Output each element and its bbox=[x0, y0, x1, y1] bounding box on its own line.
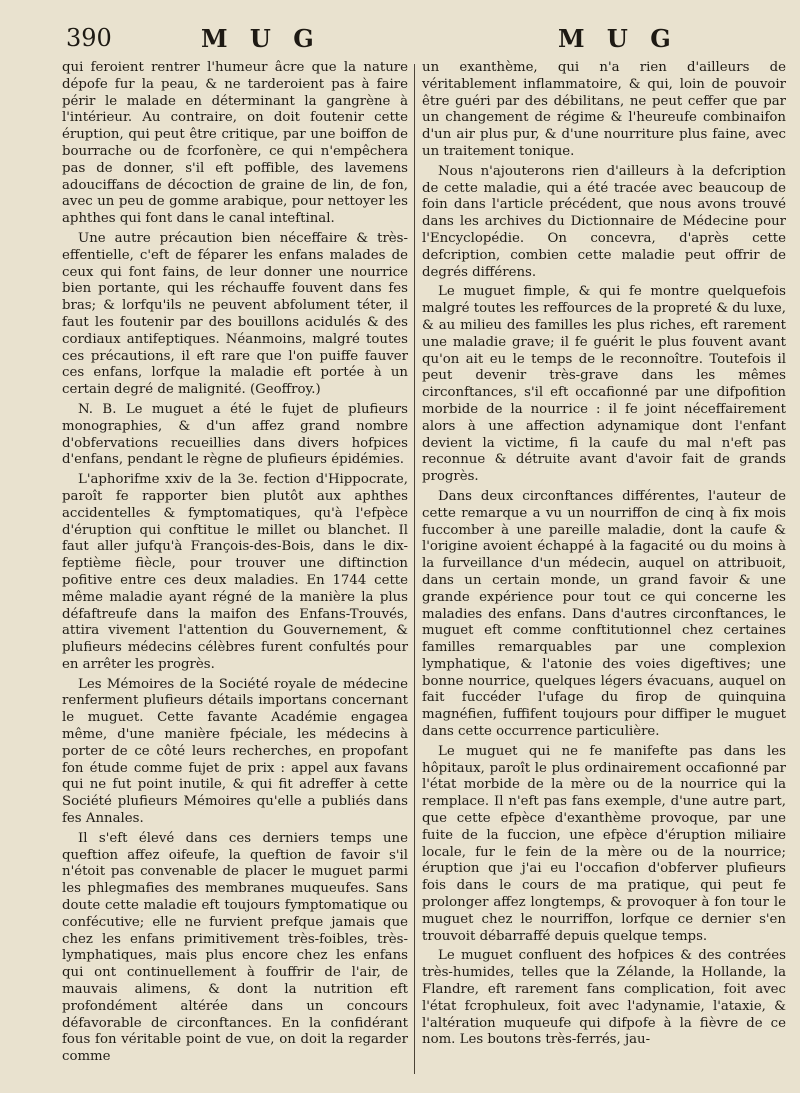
page-number: 390 bbox=[66, 24, 112, 52]
right-column bbox=[422, 60, 786, 1080]
paragraph: Le muguet qui ne fe manifefte pas dans les hôpitaux, paroît le plus ordinairement occafionné par l'état morbide de la mère ou de la nourrice qui la remplace. Il n'eft pas fans exemple, d'une autre part, que cette efpèce d'exanthème provoque, par une fuite de la fuccion, une efpèce d'éruption miliaire locale, fur le fein de la mère ou de la nourrice; éruption que j'ai eu l'occafion d'obferver plufieurs fois dans le cours de ma pratique, qui peut fe prolonger affez longtemps, & provoquer à fon tour le muguet chez le nourriffon, lorfque ce dernier s'en trouvoit débarraffé depuis quelque temps. bbox=[422, 743, 786, 944]
paragraph: N. B. Le muguet a été le fujet de plufieurs monographies, & d'un affez grand nombre d'obfervations recueillies dans divers hofpices d'enfans, pendant le règne de plufieurs épidémies. bbox=[62, 401, 408, 468]
paragraph: Le muguet fimple, & qui fe montre quelquefois malgré toutes les reffources de la propreté & du luxe, & au milieu des familles les plus riches, eft rarement une maladie grave; il fe guérit le plus fouvent avant qu'on ait eu le temps de le reconnoître. Toutefois il peut devenir très-grave dans les mêmes circonftances, s'il eft occafionné par une difpofition morbide de la nourrice : il fe joint néceffairement alors à une affection adynamique dont l'enfant devient la victime, fi la caufe du mal n'eft pas reconnue & détruite avant d'avoir fait de grands progrès. bbox=[422, 284, 786, 485]
left-column bbox=[62, 60, 408, 1080]
paragraph: L'aphorifme xxiv de la 3e. fection d'Hippocrate, paroît fe rapporter bien plutôt aux aphthes accidentelles & fymptomatiques, qu'à l'efpèce d'éruption qui conftitue le millet ou blanchet. Il faut aller jufqu'à François-des-Bois, dans le dix-feptième fiècle, pour trouver une diftinction pofitive entre ces deux maladies. En 1744 cette même maladie ayant régné de la manière la plus défaftreufe dans la maifon des Enfans-Trouvés, attira vivement l'attention du Gouvernement, & plufieurs médecins célèbres furent confultés pour en arrêter les progrès. bbox=[62, 472, 408, 672]
paragraph: Il s'eft élevé dans ces derniers temps une queftion affez oifeufe, la queftion de favoir s'il n'étoit pas convenable de placer le muguet parmi les phlegmafies des membranes muqueufes. Sans doute cette maladie eft toujours fymptomatique ou confécutive; elle ne furvient prefque jamais que chez les enfans primitivement très-foibles, très-lymphatiques, mais plus encore chez les enfans qui ont continuellement à fouffrir de l'air, de mauvais alimens, & dont la nutrition eft profondément altérée dans un concours défavorable de circonftances. En la confidérant fous fon véritable point de vue, on doit la regarder comme bbox=[62, 830, 408, 1065]
running-head-left: M U G bbox=[201, 24, 321, 53]
paragraph: Une autre précaution bien néceffaire & très-effentielle, c'eft de féparer les enfans malades de ceux qui font fains, de leur donner une nourrice bien portante, qui les réchauffe fouvent dans fes bras; & lorfqu'ils ne peuvent abfolument téter, il faut les foutenir par des bouillons acidulés & des cordiaux antifeptiques. Néanmoins, malgré toutes ces précautions, il eft rare que l'on puiffe fauver ces enfans, lorfque la maladie eft portée à un certain degré de malignité. (Geoffroy.) bbox=[62, 230, 408, 398]
paragraph: un exanthème, qui n'a rien d'ailleurs de véritablement inflammatoire, & qui, loin de pouvoir être guéri par des débilitans, ne peut ceffer que par un changement de régime & l'heureufe combinaifon d'un air plus pur, & d'une nourriture plus faine, avec un traitement tonique. bbox=[422, 60, 786, 159]
page-header bbox=[56, 24, 780, 56]
paragraph: Nous n'ajouterons rien d'ailleurs à la defcription de cette maladie, qui a été tracée avec beaucoup de foin dans l'article précédent, que nous avons trouvé dans les archives du Dictionnaire de Médecine pour l'Encyclopédie. On concevra, d'après cette defcription, combien cette maladie peut offrir de degrés différens. bbox=[422, 163, 786, 280]
paragraph: Le muguet confluent des hofpices & des contrées très-humides, telles que la Zélande, la Hollande, la Flandre, eft rarement fans complication, foit avec l'état fcrophuleux, foit avec l'adynamie, l'ataxie, & l'altération muqueufe qui difpofe à la fièvre de ce nom. Les boutons très-ferrés, jau- bbox=[422, 948, 786, 1048]
paragraph: Dans deux circonftances différentes, l'auteur de cette remarque a vu un nourriffon de cinq à fix mois fuccomber à une pareille maladie, dont la caufe & l'origine avoient échappé à la fagacité ou du moins à la furveillance d'un médecin, auquel on attribuoit, dans un certain monde, un grand favoir & une grande expérience pour tout ce qui concerne les maladies des enfans. Dans d'autres circonftances, le muguet eft comme conftitutionnel chez certaines familles remarquables par une complexion lymphatique, & l'atonie des voies digeftives; une bonne nourrice, quelques légers évacuans, auquel on fait fuccéder l'ufage du firop de quinquina magnéfien, fuffifent toujours pour diffiper le muguet dans cette occurrence particulière. bbox=[422, 488, 786, 740]
column-divider bbox=[414, 64, 415, 1074]
running-head-right: M U G bbox=[558, 24, 678, 53]
paragraph: Les Mémoires de la Société royale de médecine renferment plufieurs détails importans concernant le muguet. Cette favante Académie engagea même, d'une manière fpéciale, les médecins à porter de ce côté leurs recherches, en propofant fon étude comme fujet de prix : appel aux favans qui ne fut point inutile, & qui fit adreffer à cette Société plufieurs Mémoires qu'elle a publiés dans fes Annales. bbox=[62, 676, 408, 827]
paragraph: qui feroient rentrer l'humeur âcre que la nature dépofe fur la peau, & ne tarderoient pas à faire périr le malade en déterminant la gangrène à l'intérieur. Au contraire, on doit foutenir cette éruption, qui peut être critique, par une boiffon de bourrache ou de fcorfonère, ce qui n'empêchera pas de donner, s'il eft poffible, des lavemens adouciffans de décoction de graine de lin, de fon, avec un peu de gomme arabique, pour nettoyer les aphthes qui font dans le canal inteftinal. bbox=[62, 60, 408, 227]
